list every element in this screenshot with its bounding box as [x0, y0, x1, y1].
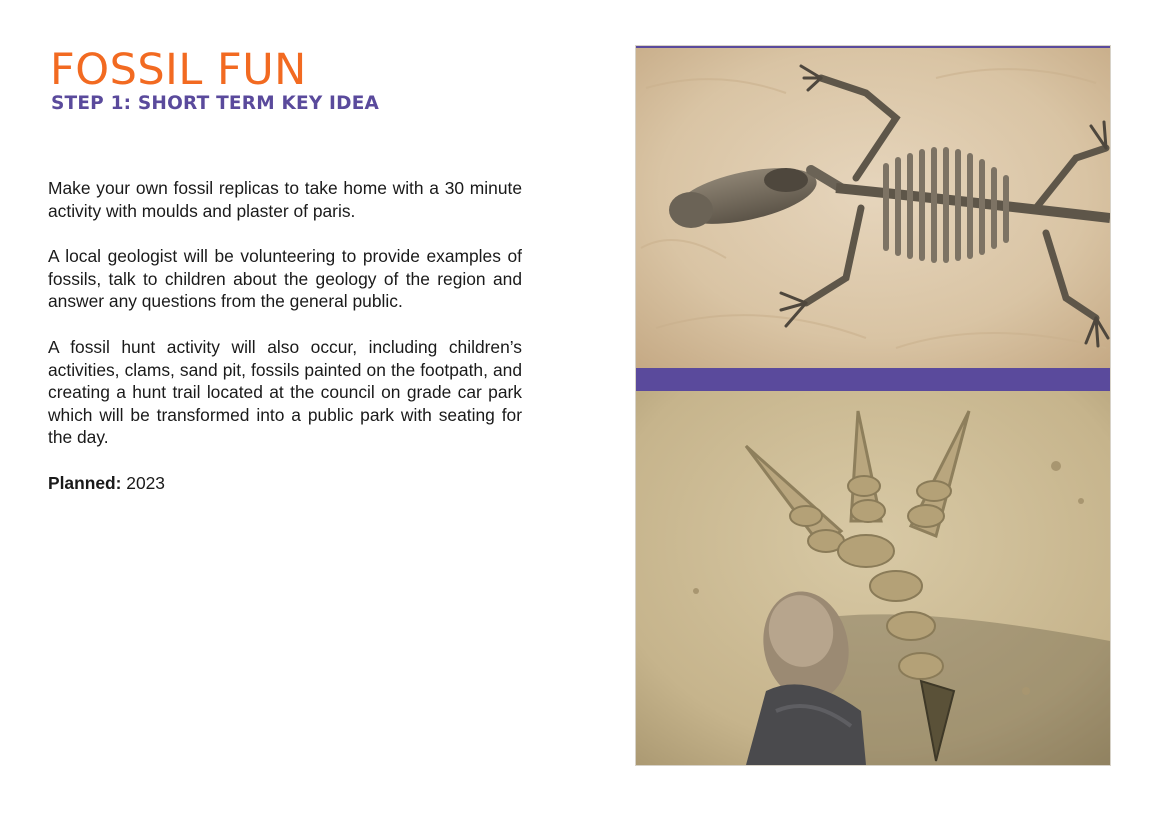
page-subtitle: STEP 1: SHORT TERM KEY IDEA [51, 93, 380, 114]
purple-divider [636, 368, 1110, 391]
planned-label: Planned: [48, 472, 122, 493]
paragraph-geologist: A local geologist will be volunteering to provide examples of fossils, talk to children about the geology of the region and answer any questions from the general public. [48, 246, 522, 312]
dinosaur-footprint-photo [636, 391, 1110, 765]
fossil-skeleton-photo [636, 46, 1110, 368]
planned-line [48, 472, 522, 495]
paragraph-fossil-replicas: Make your own fossil replicas to take home with a 30 minute activity with moulds and plaster of paris. [48, 178, 522, 221]
photo-panel [636, 46, 1110, 765]
paragraph-fossil-hunt: A fossil hunt activity will also occur, including children’s activities, clams, sand pit, fossils painted on the footpath, and creating a hunt trail located at the council on grade car park which will be transformed into a public park with seating for the day. [48, 336, 522, 448]
body-text [48, 177, 522, 518]
page-title: FOSSIL FUN [50, 45, 307, 95]
planned-year: 2023 [126, 472, 165, 493]
